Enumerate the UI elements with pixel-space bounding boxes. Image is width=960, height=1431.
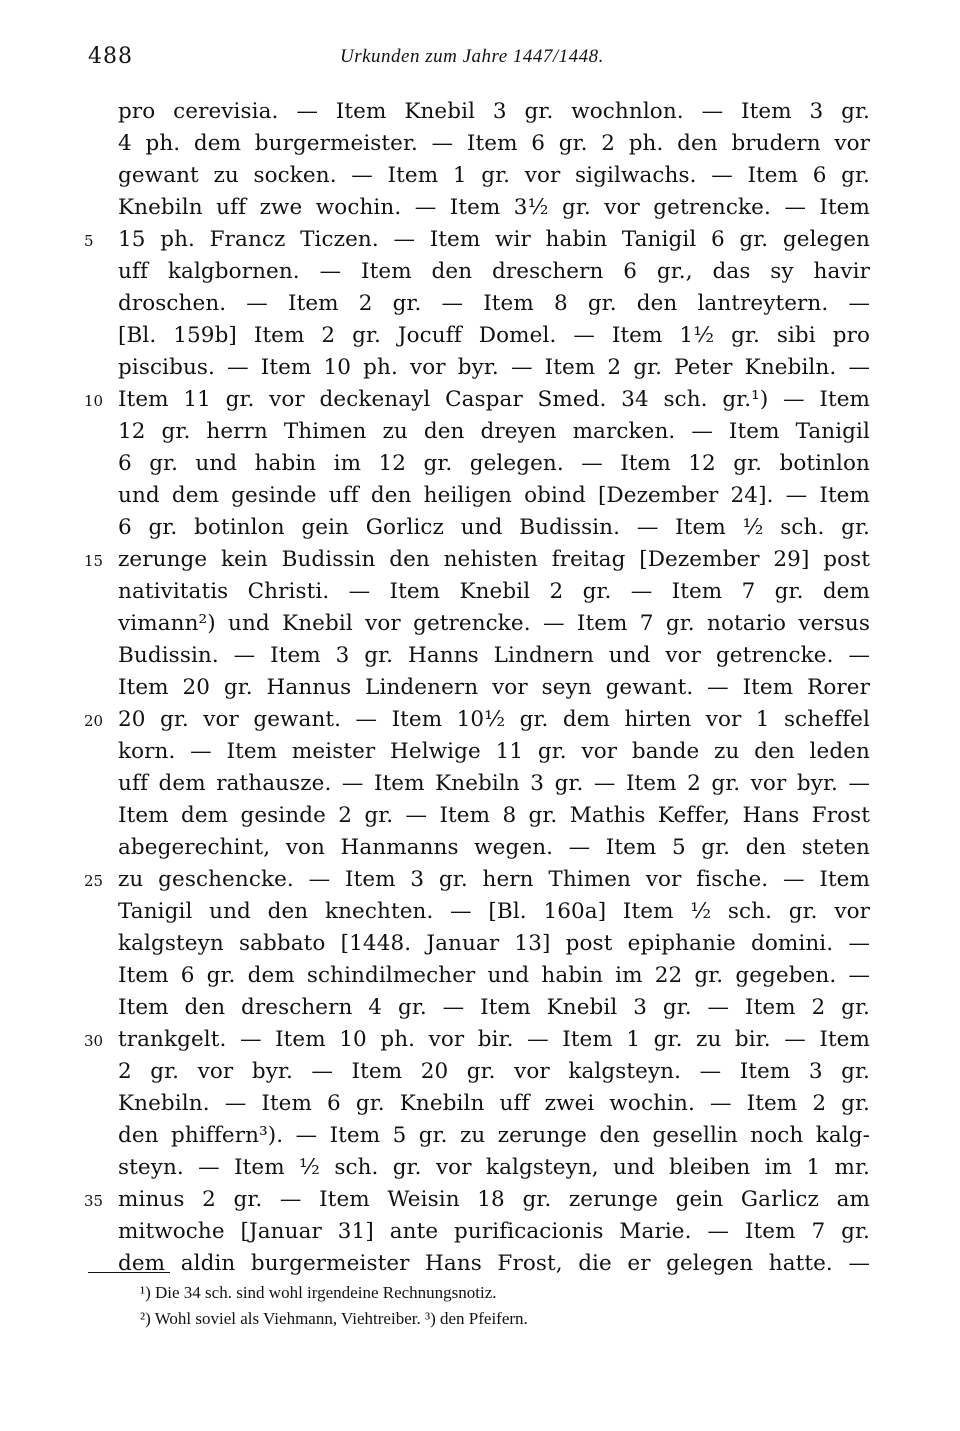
text-line: Item den dreschern 4 gr. — Item Knebil 3 gr. — Item 2 gr.: [118, 995, 870, 1020]
text-line: Item 20 gr. Hannus Lindenern vor seyn gewant. — Item Rorer: [118, 675, 870, 700]
text-line: minus 2 gr. — Item Weisin 18 gr. zerunge gein Garlicz am: [118, 1187, 870, 1212]
line-number: 20: [84, 712, 104, 730]
footnote: ¹) Die 34 sch. sind wohl irgendeine Rechnungsnotiz.: [140, 1283, 497, 1302]
line-number: 30: [84, 1032, 104, 1050]
text-line: pro cerevisia. — Item Knebil 3 gr. wochnlon. — Item 3 gr.: [118, 99, 870, 124]
text-line: Item 11 gr. vor deckenayl Caspar Smed. 34 sch. gr.¹) — Item: [118, 387, 870, 412]
page-header: [0, 44, 960, 74]
text-line: vimann²) und Knebil vor getrencke. — Item 7 gr. notario versus: [118, 611, 870, 636]
text-line: abegerechint, von Hanmanns wegen. — Item 5 gr. den steten: [118, 835, 870, 860]
text-line: uff kalgbornen. — Item den dreschern 6 gr., das sy havir: [118, 259, 870, 284]
text-line: uff dem rathausze. — Item Knebiln 3 gr. — Item 2 gr. vor byr. —: [118, 771, 870, 796]
text-line: Knebiln. — Item 6 gr. Knebiln uff zwei wochin. — Item 2 gr.: [118, 1091, 870, 1116]
text-line: [Bl. 159b] Item 2 gr. Jocuff Domel. — Item 1½ gr. sibi pro: [118, 323, 870, 348]
line-number: 5: [84, 232, 94, 250]
text-line: dem aldin burgermeister Hans Frost, die er gelegen hatte. —: [118, 1251, 870, 1276]
text-line: 12 gr. herrn Thimen zu den dreyen marcken. — Item Tanigil: [118, 419, 870, 444]
text-line: 6 gr. botinlon gein Gorlicz und Budissin. — Item ½ sch. gr.: [118, 515, 870, 540]
running-title: Urkunden zum Jahre 1447/1448.: [340, 46, 604, 67]
text-line: den phiffern³). — Item 5 gr. zu zerunge den gesellin noch kalg-: [118, 1123, 870, 1148]
text-line: gewant zu socken. — Item 1 gr. vor sigilwachs. — Item 6 gr.: [118, 163, 870, 188]
footnote: ²) Wohl soviel als Viehmann, Viehtreiber. ³) den Pfeifern.: [140, 1309, 528, 1328]
text-line: und dem gesinde uff den heiligen obind [Dezember 24]. — Item: [118, 483, 870, 508]
line-number: 15: [84, 552, 104, 570]
text-line: kalgsteyn sabbato [1448. Januar 13] post epiphanie domini. —: [118, 931, 870, 956]
line-number: 25: [84, 872, 104, 890]
text-line: zu geschencke. — Item 3 gr. hern Thimen vor fische. — Item: [118, 867, 870, 892]
text-line: Knebiln uff zwe wochin. — Item 3½ gr. vor getrencke. — Item: [118, 195, 870, 220]
text-line: trankgelt. — Item 10 ph. vor bir. — Item 1 gr. zu bir. — Item: [118, 1027, 870, 1052]
page-number: 488: [88, 44, 133, 69]
text-line: korn. — Item meister Helwige 11 gr. vor bande zu den leden: [118, 739, 870, 764]
text-line: 20 gr. vor gewant. — Item 10½ gr. dem hirten vor 1 scheffel: [118, 707, 870, 732]
text-line: 6 gr. und habin im 12 gr. gelegen. — Item 12 gr. botinlon: [118, 451, 870, 476]
footnote-separator: [88, 1272, 170, 1273]
text-line: Budissin. — Item 3 gr. Hanns Lindnern und vor getrencke. —: [118, 643, 870, 668]
line-number: 35: [84, 1192, 104, 1210]
text-line: nativitatis Christi. — Item Knebil 2 gr. — Item 7 gr. dem: [118, 579, 870, 604]
text-line: 15 ph. Francz Ticzen. — Item wir habin Tanigil 6 gr. gelegen: [118, 227, 870, 252]
text-line: Tanigil und den knechten. — [Bl. 160a] Item ½ sch. gr. vor: [118, 899, 870, 924]
text-line: 4 ph. dem burgermeister. — Item 6 gr. 2 ph. den brudern vor: [118, 131, 870, 156]
text-line: 2 gr. vor byr. — Item 20 gr. vor kalgsteyn. — Item 3 gr.: [118, 1059, 870, 1084]
text-line: Item dem gesinde 2 gr. — Item 8 gr. Mathis Keffer, Hans Frost: [118, 803, 870, 828]
text-line: steyn. — Item ½ sch. gr. vor kalgsteyn, und bleiben im 1 mr.: [118, 1155, 870, 1180]
text-line: zerunge kein Budissin den nehisten freitag [Dezember 29] post: [118, 547, 870, 572]
line-number: 10: [84, 392, 104, 410]
text-line: mitwoche [Januar 31] ante purificacionis Marie. — Item 7 gr.: [118, 1219, 870, 1244]
text-line: Item 6 gr. dem schindilmecher und habin im 22 gr. gegeben. —: [118, 963, 870, 988]
text-line: piscibus. — Item 10 ph. vor byr. — Item 2 gr. Peter Knebiln. —: [118, 355, 870, 380]
text-line: droschen. — Item 2 gr. — Item 8 gr. den lantreytern. —: [118, 291, 870, 316]
